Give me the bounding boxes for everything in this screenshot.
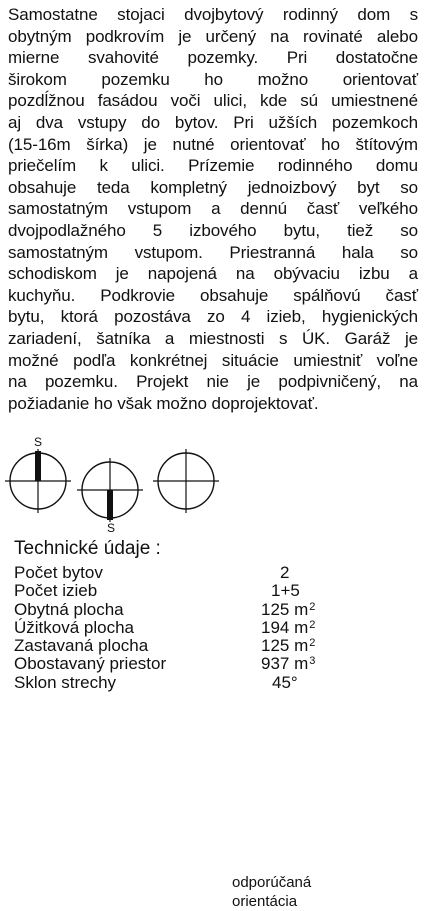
spec-value: [261, 637, 315, 655]
spec-row: [14, 582, 344, 600]
compass-south-label: S: [106, 521, 116, 534]
spec-value-text: 194 m: [261, 617, 309, 637]
description-line: kuchyňu. Podkrovie obsahuje spálňovú časť: [8, 285, 418, 305]
description-line: samostatným vstupom. Priestranná hala so: [8, 242, 418, 262]
description-line: požiadanie ho však možno doprojektovať.: [8, 393, 319, 413]
description-line: Samostatne stojaci dvojbytový rodinný dom s: [8, 5, 418, 24]
spec-unit-exponent: 2: [309, 618, 316, 631]
description-line: pozdĺžnou fasádou voči ulici, kde sú umiestnené: [8, 91, 418, 111]
spec-value: [261, 619, 315, 637]
spec-label: Obytná plocha: [14, 599, 124, 619]
description-line: schodiskom je napojená na obývaciu izbu a: [8, 264, 418, 284]
description-line: zariadení, šatníka a miestnosti s ÚK. Garáž je: [8, 328, 418, 348]
spec-value: [272, 674, 298, 692]
description-line: na pozemku. Projekt nie je podpivničený, na: [8, 372, 418, 392]
technical-specs: [14, 564, 344, 692]
spec-row: [14, 637, 344, 655]
compass-south-icon: [77, 458, 143, 534]
spec-value: [280, 564, 289, 582]
description-text: [8, 4, 418, 414]
spec-row: [14, 601, 344, 619]
description-line: priečelím k ulici. Prízemie rodinného domu: [8, 156, 418, 176]
spec-row: [14, 619, 344, 637]
spec-label: Počet izieb: [14, 581, 98, 601]
description-line: dvojpodlažného 5 izbového bytu, tiež so: [8, 220, 418, 240]
description-line: (15-16m šírka) je nutné orientovať ho štítovým: [8, 134, 418, 154]
compass-north-label: S: [33, 435, 43, 449]
spec-unit-exponent: 3: [309, 655, 316, 668]
orientation-legend: [232, 873, 311, 911]
compass-legend-icon: [153, 449, 219, 513]
description-line: aj dva vstupy do bytov. Pri užších pozemkoch: [8, 112, 418, 132]
spec-label: Počet bytov: [14, 563, 103, 582]
spec-label: Úžitková plocha: [14, 617, 135, 637]
spec-value-text: 1+5: [271, 581, 300, 601]
description-line: obsahuje teda kompletný jednoizbový byt so: [8, 177, 418, 197]
spec-value-text: 125 m: [261, 599, 309, 619]
spec-unit-exponent: 2: [309, 600, 316, 613]
spec-row: [14, 564, 344, 582]
spec-row: [14, 655, 344, 673]
description-line: bytu, ktorá pozostáva zo 4 izieb, hygienických: [8, 307, 418, 327]
description-line: samostatným vstupom a dennú časť veľkého: [8, 199, 418, 219]
spec-value-text: 125 m: [261, 636, 309, 656]
spec-label: Zastavaná plocha: [14, 636, 149, 656]
technical-title: Technické údaje :: [14, 538, 161, 559]
description-line: mierne svahovité pozemky. Pri dostatočne: [8, 48, 418, 68]
spec-value-text: 45°: [272, 672, 298, 692]
description-line: širokom pozemku ho možno orientovať: [8, 69, 418, 89]
description-line: možné podľa konkrétnej situácie umiestniť voľne: [8, 350, 418, 370]
spec-value: [261, 655, 315, 673]
legend-line-1: odporúčaná: [232, 874, 312, 891]
compass-north-icon: [5, 435, 71, 513]
compass-graphics: [0, 406, 424, 534]
legend-line-2: orientácia: [232, 893, 298, 910]
spec-label: Sklon strechy: [14, 672, 117, 692]
spec-unit-exponent: 2: [309, 637, 316, 650]
spec-label: Obostavaný priestor: [14, 654, 167, 674]
spec-value-text: 937 m: [261, 654, 309, 674]
spec-row: [14, 674, 344, 692]
spec-value: [261, 601, 315, 619]
spec-value-text: 2: [280, 563, 290, 582]
description-line: obytným podkrovím je určený na rovinaté alebo: [8, 26, 418, 46]
spec-value: [271, 582, 300, 600]
